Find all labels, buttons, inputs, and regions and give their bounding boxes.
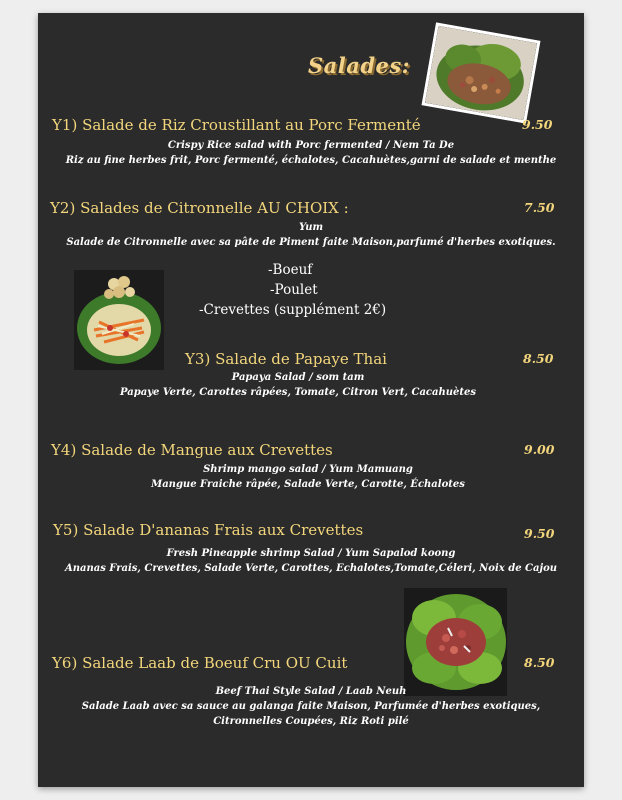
item-desc-y6: Salade Laab avec sa sauce au galanga faite Maison, Parfumée d'herbes exotiques, <box>81 701 541 712</box>
item-desc-y4: Mangue Fraiche râpée, Salade Verte, Carotte, Échalotes <box>151 479 465 490</box>
papaya-salad-photo <box>74 270 164 370</box>
item-title-y1: Y1) Salade de Riz Croustillant au Porc Fermenté <box>52 116 421 134</box>
menu-page <box>38 13 584 787</box>
item-desc-y1: Riz au fine herbes frit, Porc fermenté, échalotes, Cacahuètes,garni de salade et menthe <box>65 155 557 166</box>
item-desc-y1: Crispy Rice salad with Porc fermented / Nem Ta De <box>167 140 455 151</box>
item-title-y6: Y6) Salade Laab de Boeuf Cru OU Cuit <box>52 654 348 672</box>
item-desc-y5: Ananas Frais, Crevettes, Salade Verte, Carottes, Echalotes,Tomate,Céleri, Noix de Cajou <box>64 563 558 574</box>
item-price-y2: 7.50 <box>524 200 555 215</box>
crispy-rice-salad-photo <box>422 22 541 123</box>
item-desc-y6: Citronnelles Coupées, Riz Roti pilé <box>213 716 409 727</box>
item-desc-y3: Papaye Verte, Carottes râpées, Tomate, Citron Vert, Cacahuètes <box>119 387 477 398</box>
item-price-y6: 8.50 <box>524 655 555 670</box>
item-desc-y4: Shrimp mango salad / Yum Mamuang <box>203 464 413 475</box>
item-desc-y6: Beef Thai Style Salad / Laab Neuh <box>215 686 407 697</box>
item-desc-y5: Fresh Pineapple shrimp Salad / Yum Sapalod koong <box>166 548 456 559</box>
choice-boeuf: -Boeuf <box>268 262 313 278</box>
choice-poulet: -Poulet <box>270 282 318 298</box>
page-title: Salades: <box>308 53 410 78</box>
item-desc-y3: Papaya Salad / som tam <box>231 372 365 383</box>
item-title-y3: Y3) Salade de Papaye Thai <box>185 350 387 368</box>
choice-crevettes: -Crevettes (supplément 2€) <box>199 302 387 318</box>
item-title-y2: Y2) Salades de Citronnelle AU CHOIX : <box>50 199 349 217</box>
item-desc-y2: Salade de Citronnelle avec sa pâte de Piment faite Maison,parfumé d'herbes exotiques. <box>66 237 556 248</box>
item-price-y4: 9.00 <box>524 442 555 457</box>
item-desc-y2: Yum <box>298 222 324 233</box>
laab-salad-photo <box>404 588 507 696</box>
item-price-y5: 9.50 <box>524 526 555 541</box>
item-price-y1: 9.50 <box>522 117 553 132</box>
item-price-y3: 8.50 <box>523 351 554 366</box>
item-title-y5: Y5) Salade D'ananas Frais aux Crevettes <box>53 521 364 539</box>
item-title-y4: Y4) Salade de Mangue aux Crevettes <box>51 441 333 459</box>
